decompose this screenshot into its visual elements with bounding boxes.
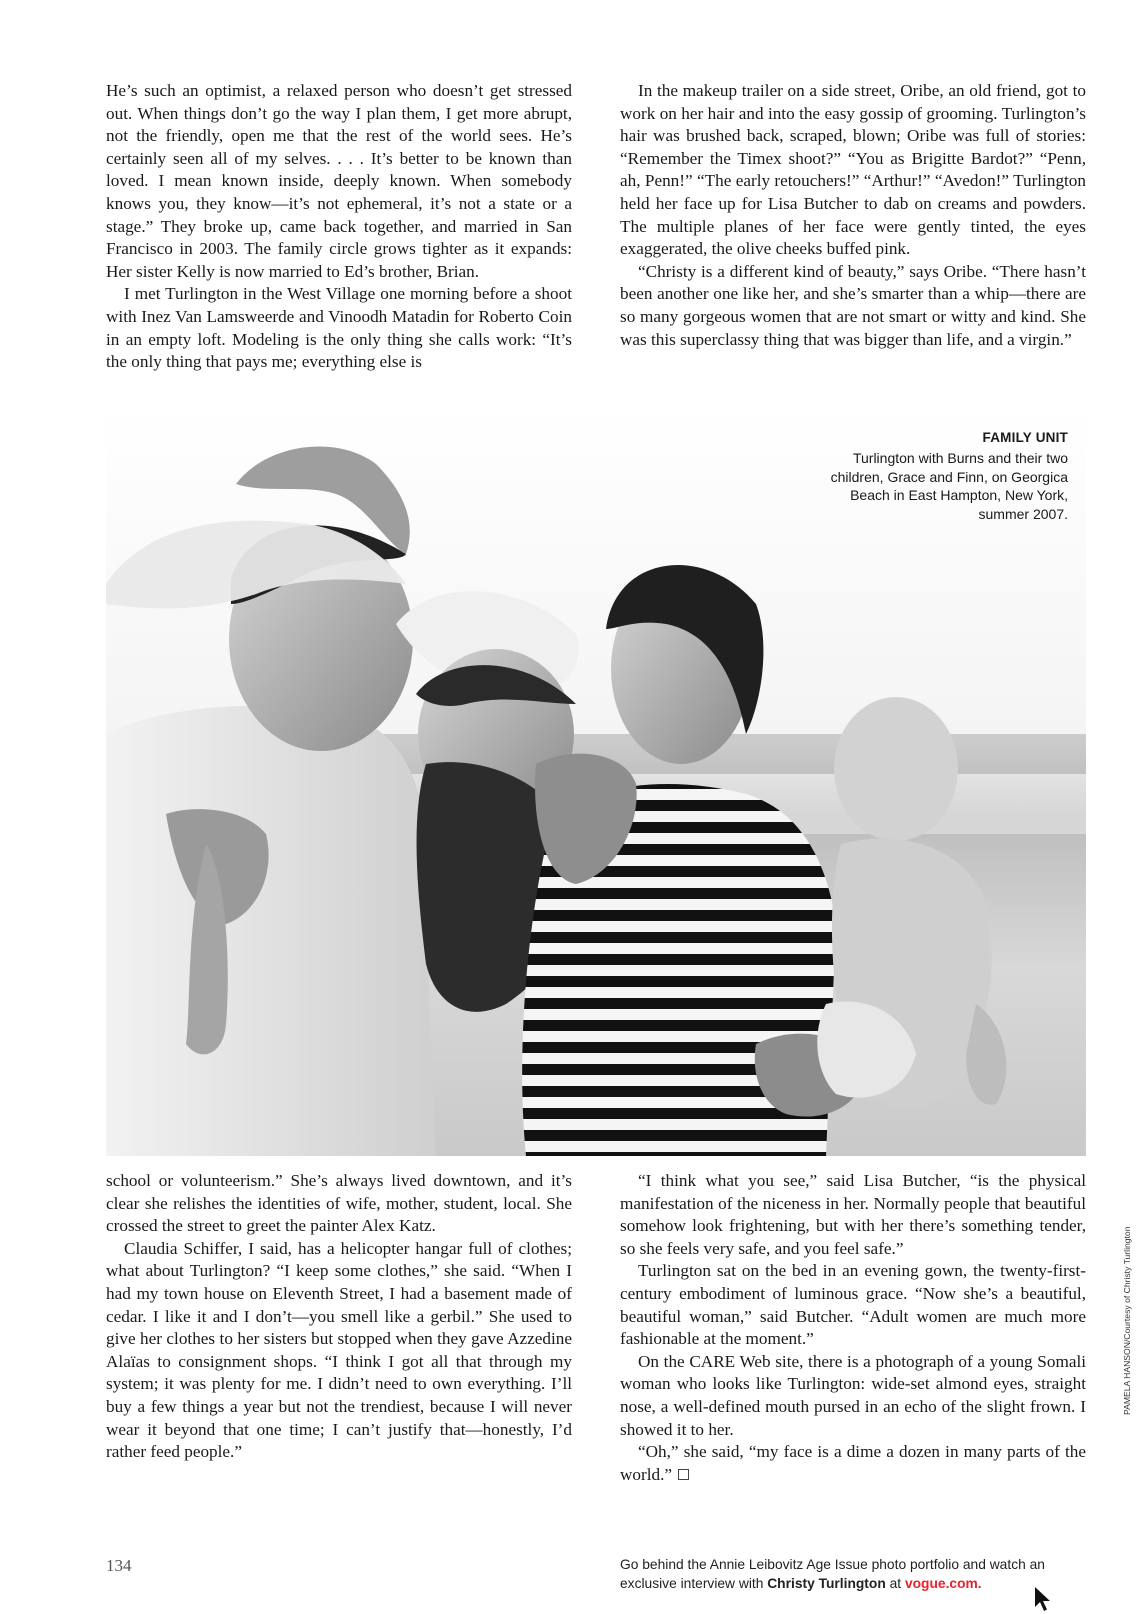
article-paragraph: Turlington sat on the bed in an evening gown, the twenty-first-century embodiment of luminous grace. “Now she’s a beautiful, beautiful woman,” said Butcher. “Adult women are much more fashionable at the moment.” bbox=[620, 1261, 1086, 1349]
article-paragraph: Claudia Schiffer, I said, has a helicopter hangar full of clothes; what about Turlington? “I keep some clothes,” she said. “When I had my town house on Eleventh Street, I had a basement made of cedar. I like it and I don’t—you smell like a gerbil.” She used to give her clothes to her sisters but stopped when they gave Azzedine Alaïas to consignment shops. “I think I got all that through my system; it was plenty for me. I didn’t need to own everything. I’ll buy a few things a year but not the trendiest, because I will never wear it beyond that one time; I can’t justify that—honestly, I’d rather feed people.” bbox=[106, 1238, 572, 1462]
closing-quote-text: “Oh,” she said, “my face is a dime a dozen in many parts of the world.” bbox=[620, 1442, 1086, 1484]
cursor-arrow-icon bbox=[1034, 1586, 1052, 1612]
promo-name: Christy Turlington bbox=[767, 1575, 886, 1591]
article-paragraph: “I think what you see,” said Lisa Butcher, “is the physical manifestation of the niceness in her. Normally people that beautiful somehow look frightening, but with her there’s something tender, so she feels very safe, and you feel safe.” bbox=[620, 1171, 1086, 1258]
article-paragraph: He’s such an optimist, a relaxed person who doesn’t get stressed out. When things don’t go the way I plan them, I get more abrupt, not the friendly, open me that the rest of the world sees. He’s certainly seen all of my selves. . . . It’s better to be known than loved. I mean known inside, deeply known. When somebody knows you, they know—it’s not ephemeral, it’s not a state or a stage.” They broke up, came back together, and married in San Francisco in 2003. The family circle grows tighter as it expands: Her sister Kelly is now married to Ed’s brother, Brian. bbox=[106, 81, 572, 281]
article-paragraph: In the makeup trailer on a side street, Oribe, an old friend, got to work on her hair and into the easy gossip of grooming. Turlington’s hair was brushed back, scraped, blown; Oribe was full of stories: “Remember the Timex shoot?” “You as Brigitte Bardot?” “Penn, ah, Penn!” “The early retouchers!” “Arthur!” “Avedon!” Turlington held her face up for Lisa Butcher to dab on creams and powders. The multiple planes of her face were gently tinted, the eyes exaggerated, the olive cheeks buffed pink. bbox=[620, 81, 1086, 259]
vogue-link[interactable]: vogue.com. bbox=[904, 1575, 982, 1591]
promo-lead: Go behind the Annie Leibovitz Age Issue photo portfolio and watch an exclusive interview with bbox=[620, 1557, 1045, 1591]
page-number: 134 bbox=[106, 1556, 132, 1575]
article-column-bottom-left bbox=[106, 1170, 572, 1464]
promo-at: at bbox=[885, 1575, 905, 1591]
article-paragraph: “Christy is a different kind of beauty,” says Oribe. “There hasn’t been another one like her, and she’s smarter than a whip—there are so many gorgeous women that are not smart or witty and kind. She was this superclassy thing that was bigger than life, and a virgin.” bbox=[620, 261, 1086, 349]
article-paragraph bbox=[620, 1441, 1086, 1486]
caption-title: FAMILY UNIT bbox=[982, 430, 1068, 445]
article-column-top-left bbox=[106, 80, 572, 374]
article-column-bottom-right bbox=[620, 1170, 1086, 1486]
article-paragraph: On the CARE Web site, there is a photograph of a young Somali woman who looks like Turlington: wide-set almond eyes, straight nose, a well-defined mouth pursed in an echo of the slight frown. I showed it to her. bbox=[620, 1351, 1086, 1439]
article-paragraph: school or volunteerism.” She’s always lived downtown, and it’s clear she relishes the identities of wife, mother, student, local. She crossed the street to greet the painter Alex Katz. bbox=[106, 1171, 572, 1236]
promo-text bbox=[620, 1556, 1080, 1593]
article-column-top-right bbox=[620, 80, 1086, 351]
article-paragraph: I met Turlington in the West Village one morning before a shoot with Inez Van Lamsweerde and Vinoodh Matadin for Roberto Coin in an empty loft. Modeling is the only thing she calls work: “It’s the only thing that pays me; everything else is bbox=[106, 284, 572, 372]
end-mark-icon bbox=[678, 1469, 689, 1480]
caption-text: Turlington with Burns and their two children, Grace and Finn, on Georgica Beach in East Hampton, New York, summer 2007. bbox=[830, 450, 1068, 522]
photo-caption bbox=[828, 430, 1068, 523]
photo-credit: PAMELA HANSON/Courtesy of Christy Turlington bbox=[1122, 1226, 1132, 1415]
